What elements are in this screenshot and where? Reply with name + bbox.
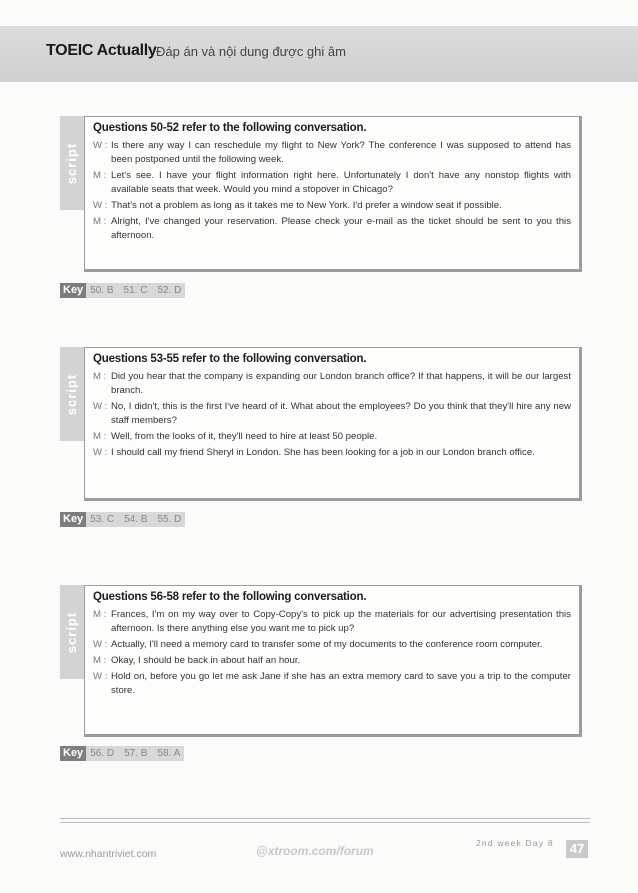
key-label: Key — [60, 746, 86, 761]
script-tab-label: script — [64, 142, 80, 184]
answer-item: 50. B — [90, 285, 114, 296]
dialogue-line — [93, 199, 571, 213]
speech-text: Alright, I've changed your reservation. Please check your e-mail as the ticket should be sent to you this afternoon. — [111, 216, 571, 241]
footer-rule — [60, 822, 590, 823]
conversation-block-1 — [60, 116, 586, 272]
speaker-label: M : — [93, 609, 107, 620]
answer-item: 52. D — [157, 285, 182, 296]
answer-item: 58. A — [157, 748, 181, 759]
answer-key-row — [60, 512, 185, 527]
speech-text: Frances, I'm on my way over to Copy-Copy's to pick up the materials for our advertising presentation this afternoon. Is there anything else you want me to pick up? — [111, 609, 571, 634]
dialogue-line — [93, 139, 571, 167]
footer-website: www.nhantriviet.com — [60, 848, 157, 860]
dialogue-line — [93, 670, 571, 698]
dialogue-line — [93, 446, 571, 460]
dialogue-line — [93, 638, 571, 652]
speech-text: Okay, I should be back in about half an hour. — [111, 655, 301, 666]
dialogue-line — [93, 430, 571, 444]
conversation-title: Questions 50-52 refer to the following conversation. — [93, 122, 367, 134]
answer-item: 51. C — [123, 285, 148, 296]
header-subtitle: Đáp án và nội dung được ghi âm — [156, 44, 346, 59]
dialogue-line — [93, 654, 571, 668]
key-answers — [86, 746, 184, 761]
footer-watermark: @xtroom.com/forum — [256, 844, 374, 858]
conversation-block-3 — [60, 585, 586, 737]
book-title: TOEIC Actually — [46, 42, 157, 59]
speaker-label: M : — [93, 170, 107, 181]
conversation-title: Questions 53-55 refer to the following conversation. — [93, 353, 367, 365]
answer-key-row — [60, 283, 185, 298]
speech-text: No, I didn't, this is the first I've heard of it. What about the employees? Do you think that they'll hire any new staff members? — [111, 401, 571, 426]
speech-text: I should call my friend Sheryl in London. She has been looking for a job in our London branch office. — [111, 447, 535, 458]
speaker-label: W : — [93, 401, 108, 412]
key-answers — [86, 512, 185, 527]
speech-text: Actually, I'll need a memory card to transfer some of my documents to the conference room computer. — [111, 639, 543, 650]
answer-item: 56. D — [90, 748, 115, 759]
dialogue-line — [93, 400, 571, 428]
speaker-label: W : — [93, 447, 108, 458]
dialogue-line — [93, 215, 571, 243]
speech-text: Hold on, before you go let me ask Jane if she has an extra memory card to save you a trip to the computer store. — [111, 671, 571, 696]
conversation-block-2 — [60, 347, 586, 501]
conversation-title: Questions 56-58 refer to the following conversation. — [93, 591, 367, 603]
speaker-label: M : — [93, 216, 107, 227]
speaker-label: W : — [93, 639, 108, 650]
key-answers — [86, 283, 185, 298]
script-box — [84, 347, 582, 501]
footer-day-label: 2nd week Day 8 — [476, 838, 554, 848]
dialogue-line — [93, 370, 571, 398]
script-tab — [60, 585, 84, 679]
key-label: Key — [60, 283, 86, 298]
speaker-label: M : — [93, 655, 107, 666]
dialogue-line — [93, 608, 571, 636]
answer-item: 55. D — [157, 514, 182, 525]
speaker-label: M : — [93, 431, 107, 442]
answer-item: 57. B — [124, 748, 148, 759]
speaker-label: W : — [93, 200, 108, 211]
speech-text: That's not a problem as long as it takes me to New York. I'd prefer a window seat if possible. — [111, 200, 502, 211]
speaker-label: W : — [93, 671, 108, 682]
key-label: Key — [60, 512, 86, 527]
footer-rule — [60, 818, 590, 819]
speech-text: Is there any way I can reschedule my flight to New York? The conference I was supposed to attend has been postponed until the following week. — [111, 140, 571, 165]
speech-text: Well, from the looks of it, they'll need to hire at least 50 people. — [111, 431, 378, 442]
script-tab-label: script — [64, 373, 80, 415]
script-tab — [60, 116, 84, 210]
script-tab — [60, 347, 84, 441]
speaker-label: W : — [93, 140, 108, 151]
page-number: 47 — [566, 840, 588, 858]
script-tab-label: script — [64, 611, 80, 653]
answer-key-row — [60, 746, 184, 761]
speech-text: Did you hear that the company is expanding our London branch office? If that happens, it will be our largest branch. — [111, 371, 571, 396]
script-box — [84, 116, 582, 272]
script-box — [84, 585, 582, 737]
speaker-label: M : — [93, 371, 107, 382]
answer-item: 53. C — [90, 514, 115, 525]
answer-item: 54. B — [124, 514, 148, 525]
dialogue-line — [93, 169, 571, 197]
speech-text: Let's see. I have your flight information right here. Unfortunately I don't have any nonstop flights with available seats that week. Would you mind a stopover in Chicago? — [111, 170, 571, 195]
